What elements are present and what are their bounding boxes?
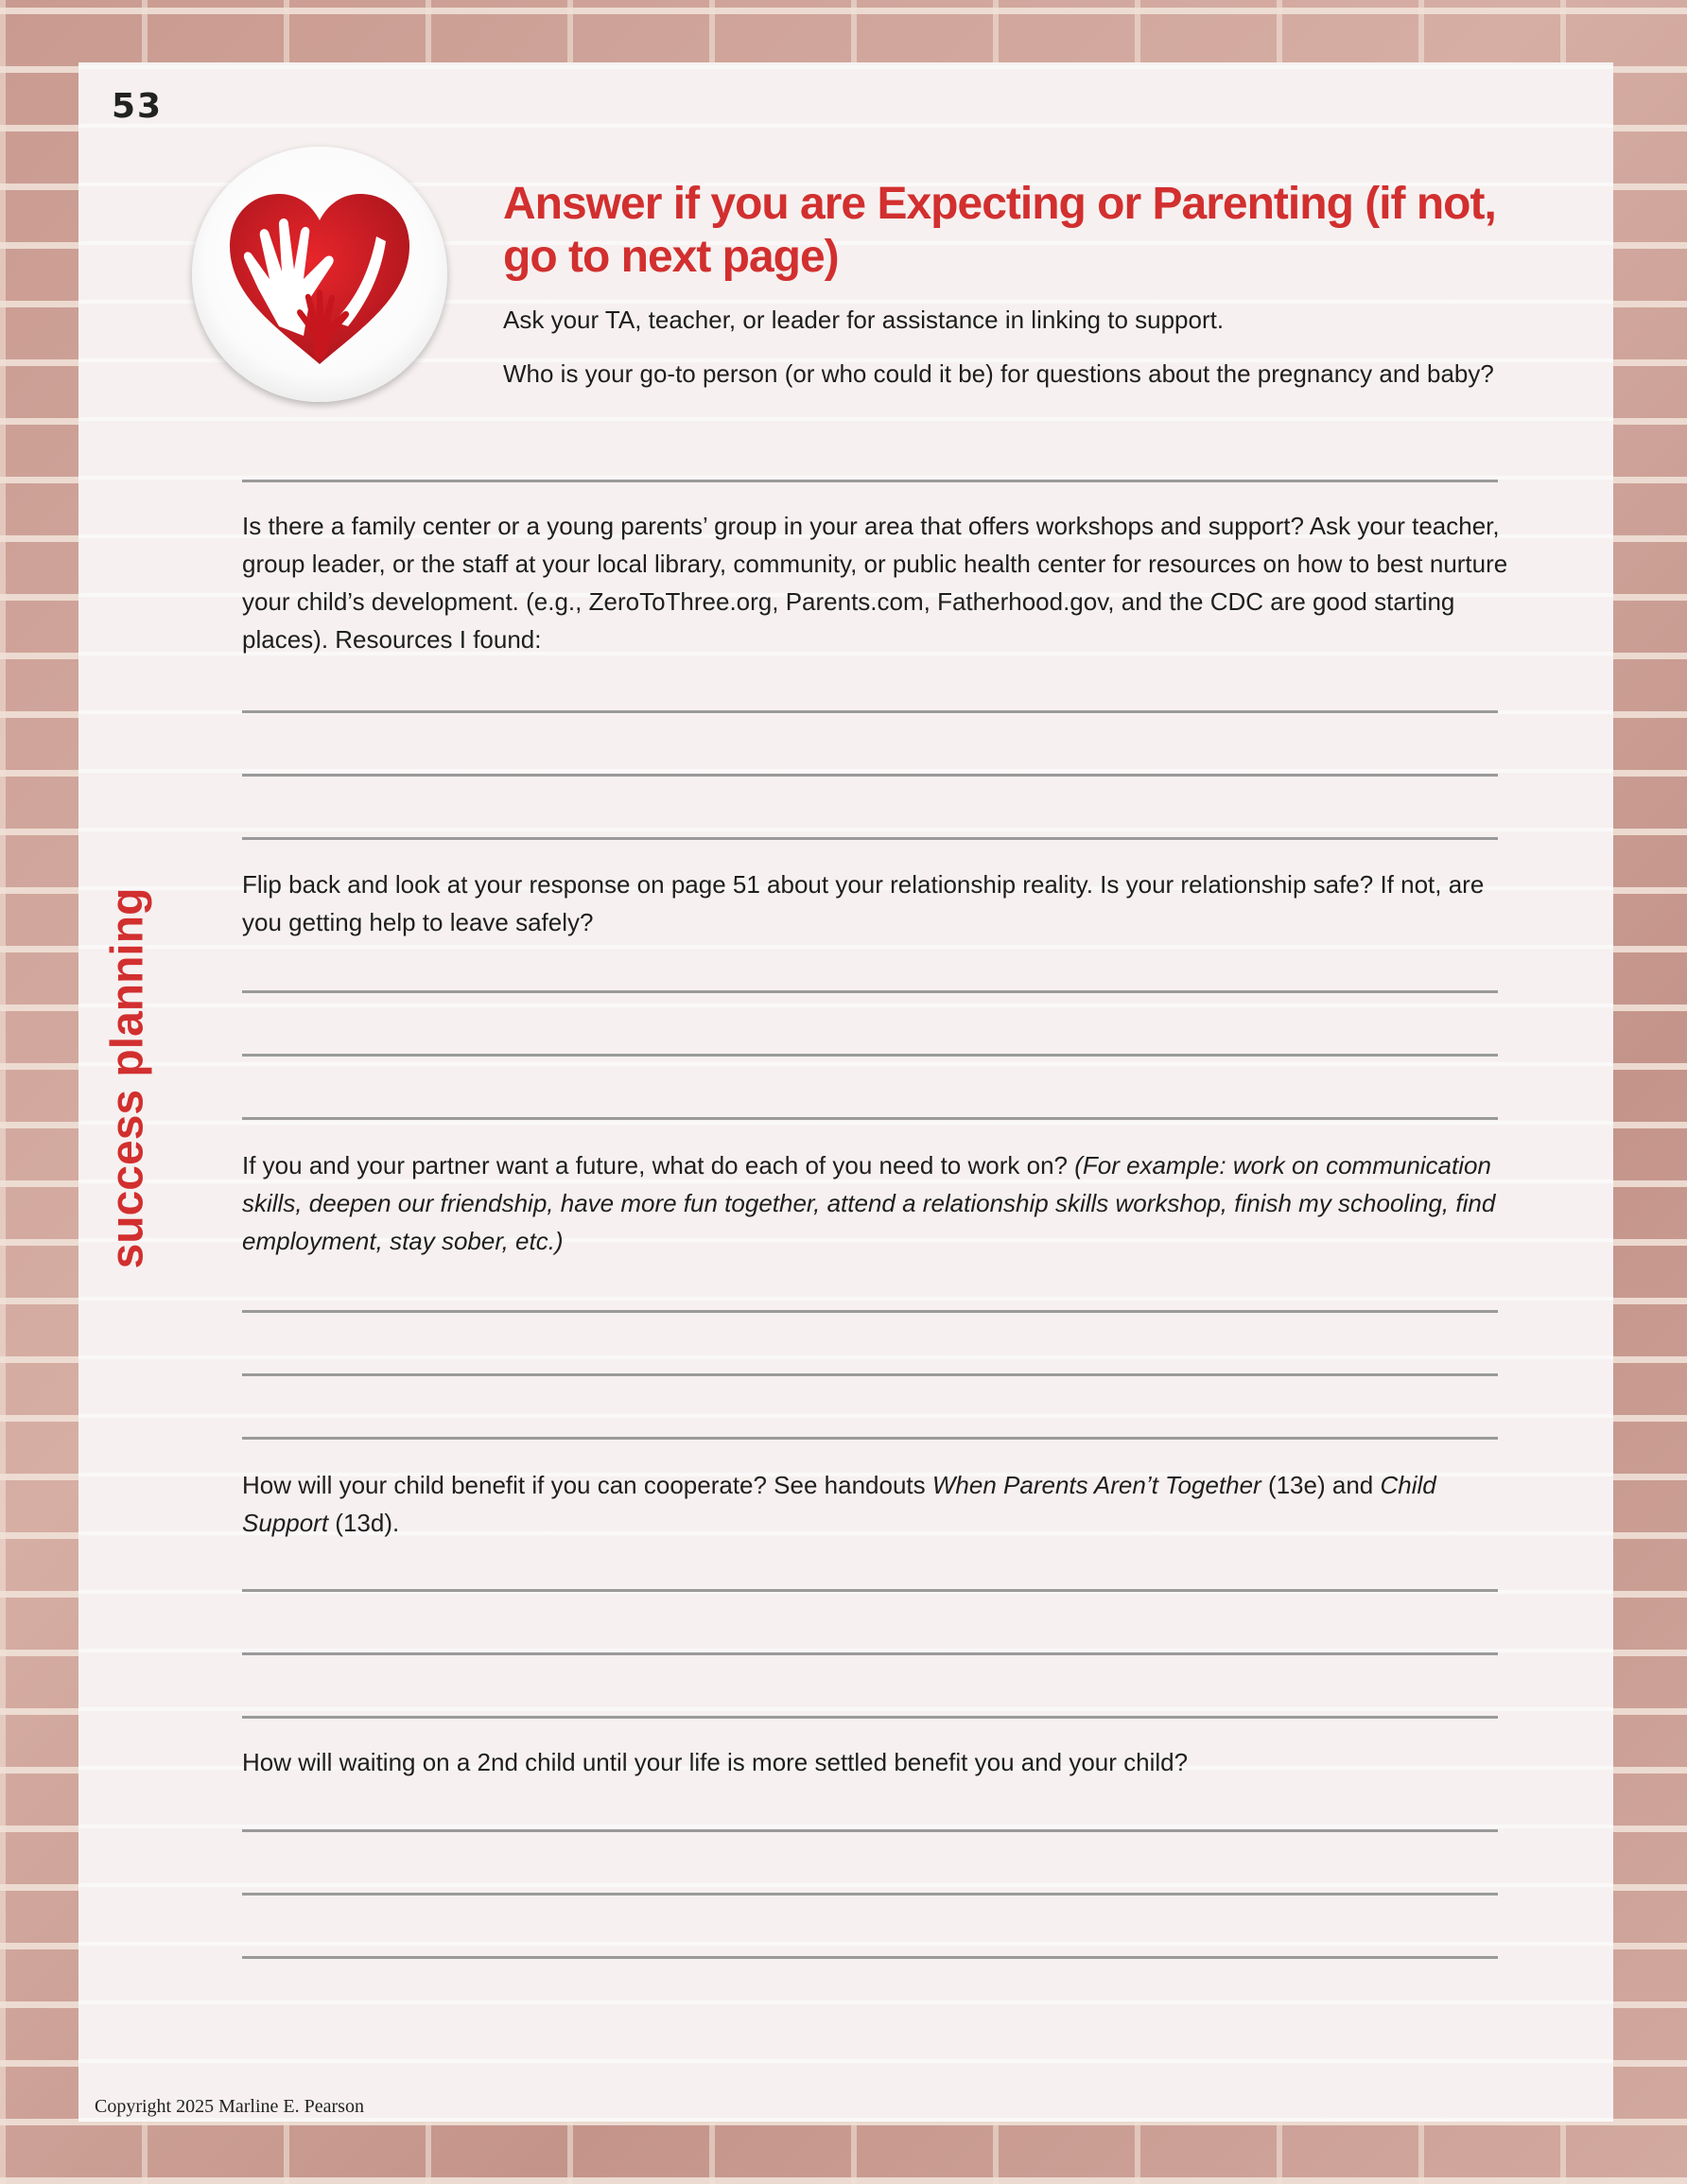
question-5 xyxy=(242,1466,1509,1542)
question-4-text: If you and your partner want a future, what do each of you need to work on? xyxy=(242,1151,1075,1179)
answer-line-3-2[interactable] xyxy=(242,1054,1498,1057)
intro-text: Ask your TA, teacher, or leader for assistance in linking to support. xyxy=(503,306,1225,334)
question-4 xyxy=(242,1146,1509,1260)
answer-line-5-3[interactable] xyxy=(242,1716,1498,1719)
answer-line-2-2[interactable] xyxy=(242,774,1498,777)
question-5-text-b: (13e) and xyxy=(1261,1471,1381,1499)
answer-line-4-1[interactable] xyxy=(242,1310,1498,1313)
answer-line-3-3[interactable] xyxy=(242,1117,1498,1120)
answer-line-4-3[interactable] xyxy=(242,1437,1498,1440)
question-1: Who is your go-to person (or who could it be) for questions about the pregnancy and baby? xyxy=(503,359,1494,388)
answer-line-5-1[interactable] xyxy=(242,1589,1498,1592)
answer-line-5-2[interactable] xyxy=(242,1652,1498,1655)
copyright-notice: Copyright 2025 Marline E. Pearson xyxy=(95,2096,364,2117)
section-title: Answer if you are Expecting or Parenting (if not, go to next page) xyxy=(503,179,1496,282)
answer-line-1-1[interactable] xyxy=(242,480,1498,482)
question-2: Is there a family center or a young parents’ group in your area that offers workshops and support? Ask your teacher, group leader, or the staff at your local library, community, or public health center for resources on how to best nurture your child’s development. (e.g., ZeroToThree.org, Parents.com, Fatherhood.gov, and the CDC are good starting places). Resources I found: xyxy=(242,512,1508,654)
question-4-example: (For example: work on communication skills, deepen our friendship, have more fun together, attend a relationship skills workshop, finish my schooling, find employment, stay sober, etc.) xyxy=(242,1151,1496,1255)
question-5-text-c: (13d). xyxy=(328,1509,400,1537)
section-side-label: success planning xyxy=(102,887,153,1269)
handout-title-2: Child Support xyxy=(242,1471,1436,1537)
answer-line-2-3[interactable] xyxy=(242,837,1498,840)
question-6: How will waiting on a 2nd child until your life is more settled benefit you and your child? xyxy=(242,1748,1189,1776)
answer-line-2-1[interactable] xyxy=(242,710,1498,713)
answer-line-6-3[interactable] xyxy=(242,1956,1498,1959)
answer-line-3-1[interactable] xyxy=(242,990,1498,993)
answer-line-4-2[interactable] xyxy=(242,1373,1498,1376)
heart-with-hands-icon xyxy=(192,147,447,402)
question-3: Flip back and look at your response on page 51 about your relationship reality. Is your relationship safe? If not, are you getting help to leave safely? xyxy=(242,870,1485,936)
heart-hands-graphic xyxy=(192,147,447,402)
question-5-text-a: How will your child benefit if you can cooperate? See handouts xyxy=(242,1471,932,1499)
handout-title-1: When Parents Aren’t Together xyxy=(931,1471,1261,1499)
answer-line-6-1[interactable] xyxy=(242,1829,1498,1832)
page-number: 53 xyxy=(112,87,164,126)
answer-line-6-2[interactable] xyxy=(242,1893,1498,1896)
